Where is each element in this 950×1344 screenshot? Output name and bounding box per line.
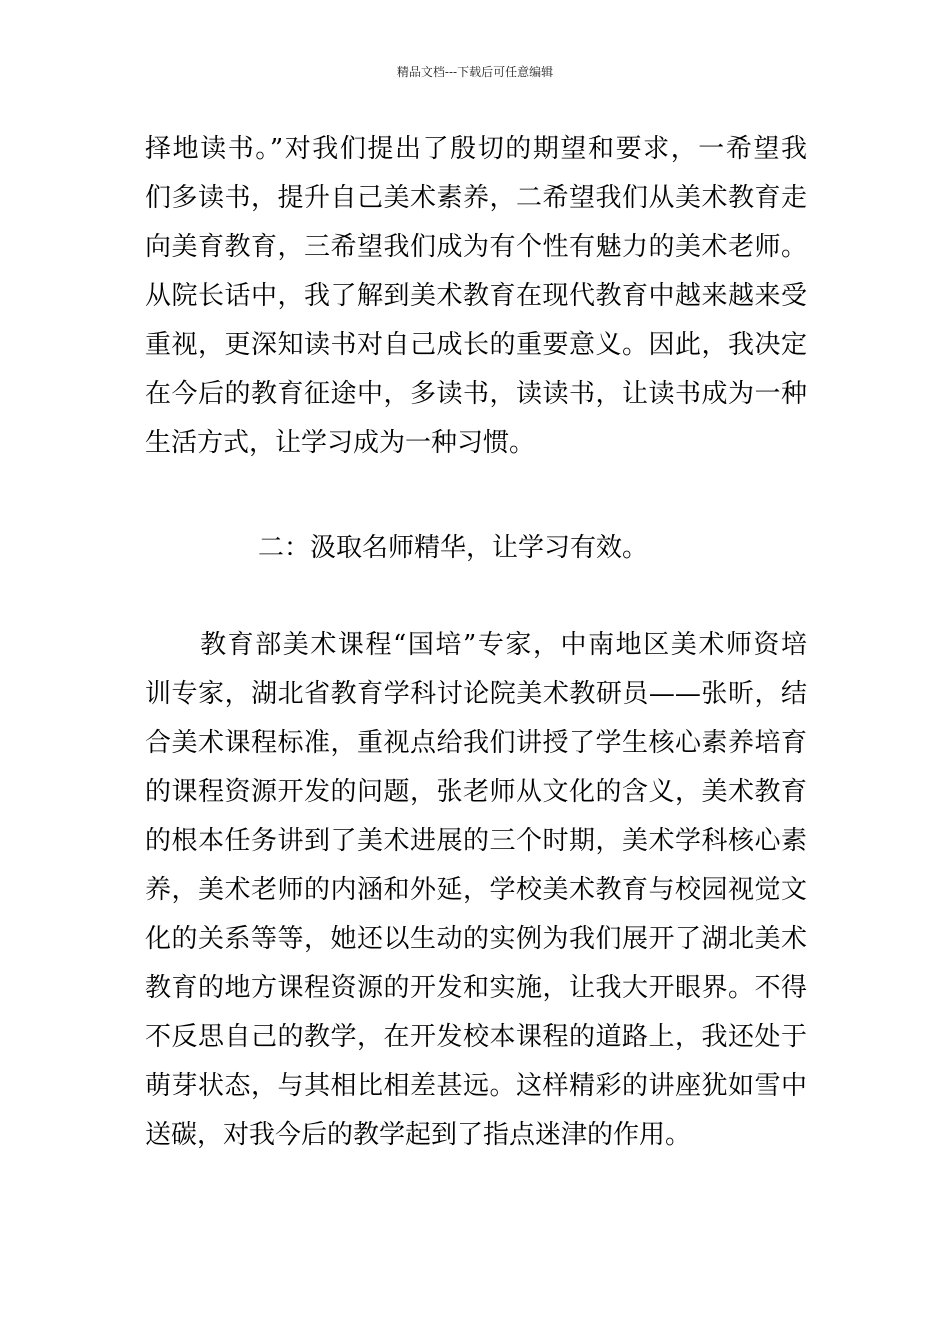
text-line: 重视，更深知读书对自己成长的重要意义。因此，我决定 [145, 330, 807, 360]
text-line: 教育的地方课程资源的开发和实施，让我大开眼界。不得 [145, 973, 807, 1003]
text-line: 训专家，湖北省教育学科讨论院美术教研员——张昕，结 [145, 679, 807, 709]
text-line: 生活方式，让学习成为一种习惯。 [145, 428, 536, 458]
text-line: 择地读书。”对我们提出了殷切的期望和要求，一希望我 [145, 134, 807, 164]
text-line: 的课程资源开发的问题，张老师从文化的含义，美术教育 [145, 777, 807, 807]
text-line: 从院长话中，我了解到美术教育在现代教育中越来越来受 [145, 281, 807, 311]
text-line: 的根本任务讲到了美术进展的三个时期，美术学科核心素 [145, 826, 807, 856]
section-heading: 二：汲取名师精华，让学习有效。 [258, 533, 649, 563]
text-line: 合美术课程标准，重视点给我们讲授了学生核心素养培育 [145, 728, 807, 758]
page-header: 精品文档---下载后可任意编辑 [396, 65, 554, 79]
text-line: 萌芽状态，与其相比相差甚远。这样精彩的讲座犹如雪中 [145, 1071, 807, 1101]
text-line: 不反思自己的教学，在开发校本课程的道路上，我还处于 [145, 1022, 807, 1052]
text-line: 养，美术老师的内涵和外延，学校美术教育与校园视觉文 [145, 875, 807, 905]
paragraph-1 [145, 125, 807, 468]
text-line: 在今后的教育征途中，多读书，读读书，让读书成为一种 [145, 379, 807, 409]
paragraph-2 [145, 621, 807, 1160]
text-line: 向美育教育，三希望我们成为有个性有魅力的美术老师。 [145, 232, 807, 262]
text-line: 教育部美术课程“国培”专家，中南地区美术师资培 [145, 630, 807, 660]
text-line: 们多读书，提升自己美术素养，二希望我们从美术教育走 [145, 183, 807, 213]
text-line: 化的关系等等，她还以生动的实例为我们展开了湖北美术 [145, 924, 807, 954]
text-line: 送碳，对我今后的教学起到了指点迷津的作用。 [145, 1120, 692, 1150]
